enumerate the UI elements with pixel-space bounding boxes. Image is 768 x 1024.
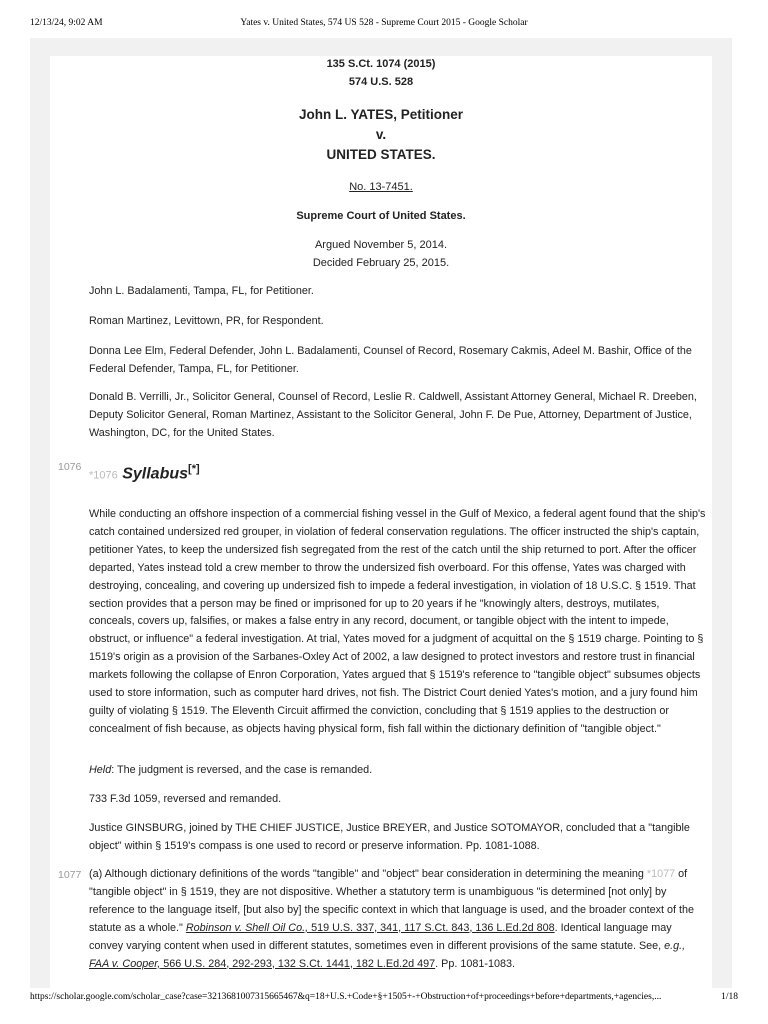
plurality-paragraph: Justice GINSBURG, joined by THE CHIEF JUSTICE, Justice BREYER, and Justice SOTOMAYOR, concluded that a "tangible object" within § 1519's compass is one used to record or preserve information. Pp. 1081-1088. xyxy=(89,822,690,852)
versus: v. xyxy=(375,127,387,142)
citation-us: 574 U.S. 528 xyxy=(348,76,414,88)
petitioner: John L. YATES, Petitioner xyxy=(298,107,464,122)
print-datetime: 12/13/24, 9:02 AM xyxy=(30,18,103,28)
held-paragraph: Held: The judgment is reversed, and the case is remanded. xyxy=(89,764,373,776)
margin-page-1077: 1077 xyxy=(58,869,82,881)
counsel-solicitor-general: Donald B. Verrilli, Jr., Solicitor General, Counsel of Record, Leslie R. Caldwell, Assistant Attorney General, Michael R. Dreeben, Deputy Solicitor General, Roman Martinez, Assistant to the Solicitor General, John F. De Pue, Attorney, Department of Justice, Washington, DC, for the United States. xyxy=(89,391,697,439)
citation-sct: 135 S.Ct. 1074 (2015) xyxy=(326,58,436,70)
citation-link-faa-cooper[interactable]: FAA v. Cooper, 566 U.S. 284, 292-293, 132 S.Ct. 1441, 182 L.Ed.2d 497 xyxy=(89,957,436,970)
print-page-number: 1/18 xyxy=(721,992,738,1002)
syllabus-paragraph: While conducting an offshore inspection of a commercial fishing vessel in the Gulf of Mexico, a federal agent found that the ship's catch contained undersized red grouper, in violation of federal conservation regulations. The officer instructed the ship's captain, petitioner Yates, to keep the undersized fish segregated from the rest of the catch until the ship returned to port. After the officer departed, Yates instead told a crew member to throw the undersized fish overboard. For this offense, Yates was charged with destroying, concealing, and covering up undersized fish to impede a federal investigation, in violation of 18 U.S.C. § 1519. That section provides that a person may be fined or imprisoned for up to 20 years if he "knowingly alters, destroys, mutilates, conceals, covers up, falsifies, or makes a false entry in any record, document, or tangible object with the intent to impede, obstruct, or influence" a federal investigation. At trial, Yates moved for a judgment of acquittal on the § 1519 charge. Pointing to § 1519's origin as a provision of the Sarbanes-Oxley Act of 2002, a law designed to protect investors and restore trust in financial markets following the collapse of Enron Corporation, Yates argued that § 1519's reference to "tangible object" subsumes objects used to store information, such as computer hard drives, not fish. The District Court denied Yates's motion, and a jury found him guilty of violating § 1519. The Eleventh Circuit affirmed the conviction, concluding that § 1519 applies to the destruction or concealment of fish because, as objects having physical form, fish fall within the dictionary definition of "tangible object." xyxy=(89,508,706,735)
respondent: UNITED STATES. xyxy=(326,147,436,162)
decided-date: Decided February 25, 2015. xyxy=(312,257,450,269)
held-label: Held xyxy=(89,764,112,776)
page-star-1076: *1076 xyxy=(89,469,118,482)
syllabus-heading xyxy=(89,463,200,483)
court-name: Supreme Court of United States. xyxy=(296,210,466,222)
lower-court-paragraph: 733 F.3d 1059, reversed and remanded. xyxy=(89,793,282,805)
citation-link-robinson[interactable]: Robinson v. Shell Oil Co., 519 U.S. 337, 341, 117 S.Ct. 843, 136 L.Ed.2d 808 xyxy=(185,921,555,934)
argued-date: Argued November 5, 2014. xyxy=(314,239,448,251)
print-title: Yates v. United States, 574 US 528 - Supreme Court 2015 - Google Scholar xyxy=(240,18,528,28)
paragraph-a: (a) Although dictionary definitions of the words "tangible" and "object" bear consideration in determining the meaning *1077 of "tangible object" in § 1519, they are not dispositive. Whether a statutory term is unambiguous "is determined [not only] by reference to the language itself, [but also by] the specific context in which that language is used, and the broader context of the statute as a whole." Robinson v. Shell Oil Co., 519 U.S. 337, 341, 117 S.Ct. 843, 136 L.Ed.2d 808. Identical language may convey varying content when used in different statutes, sometimes even in different provisions of the same statute. See, e.g., FAA v. Cooper, 566 U.S. 284, 292-293, 132 S.Ct. 1441, 182 L.Ed.2d 497. Pp. 1081-1083. xyxy=(89,868,695,970)
syllabus-footnote-link[interactable]: [*] xyxy=(188,463,200,475)
docket-number: No. 13-7451. xyxy=(349,181,413,193)
syllabus-title: Syllabus xyxy=(122,465,189,483)
case-parties xyxy=(50,105,712,165)
counsel-respondent: Roman Martinez, Levittown, PR, for Respondent. xyxy=(89,315,324,327)
print-url: https://scholar.google.com/scholar_case?case=3213681007315665467&q=18+U.S.+Code+§+1505+-+Obstruction+of+proceedings+before+departments,+agencies,... xyxy=(30,992,662,1002)
counsel-petitioner: John L. Badalamenti, Tampa, FL, for Petitioner. xyxy=(89,285,314,297)
page-star-1077: *1077 xyxy=(646,868,676,880)
case-page xyxy=(50,56,712,988)
margin-page-1076: 1076 xyxy=(58,461,82,473)
counsel-federal-defender: Donna Lee Elm, Federal Defender, John L. Badalamenti, Counsel of Record, Rosemary Cakmis, Adeel M. Bashir, Office of the Federal Defender, Tampa, FL, for Petitioner. xyxy=(89,345,692,375)
case-dates xyxy=(50,236,712,272)
